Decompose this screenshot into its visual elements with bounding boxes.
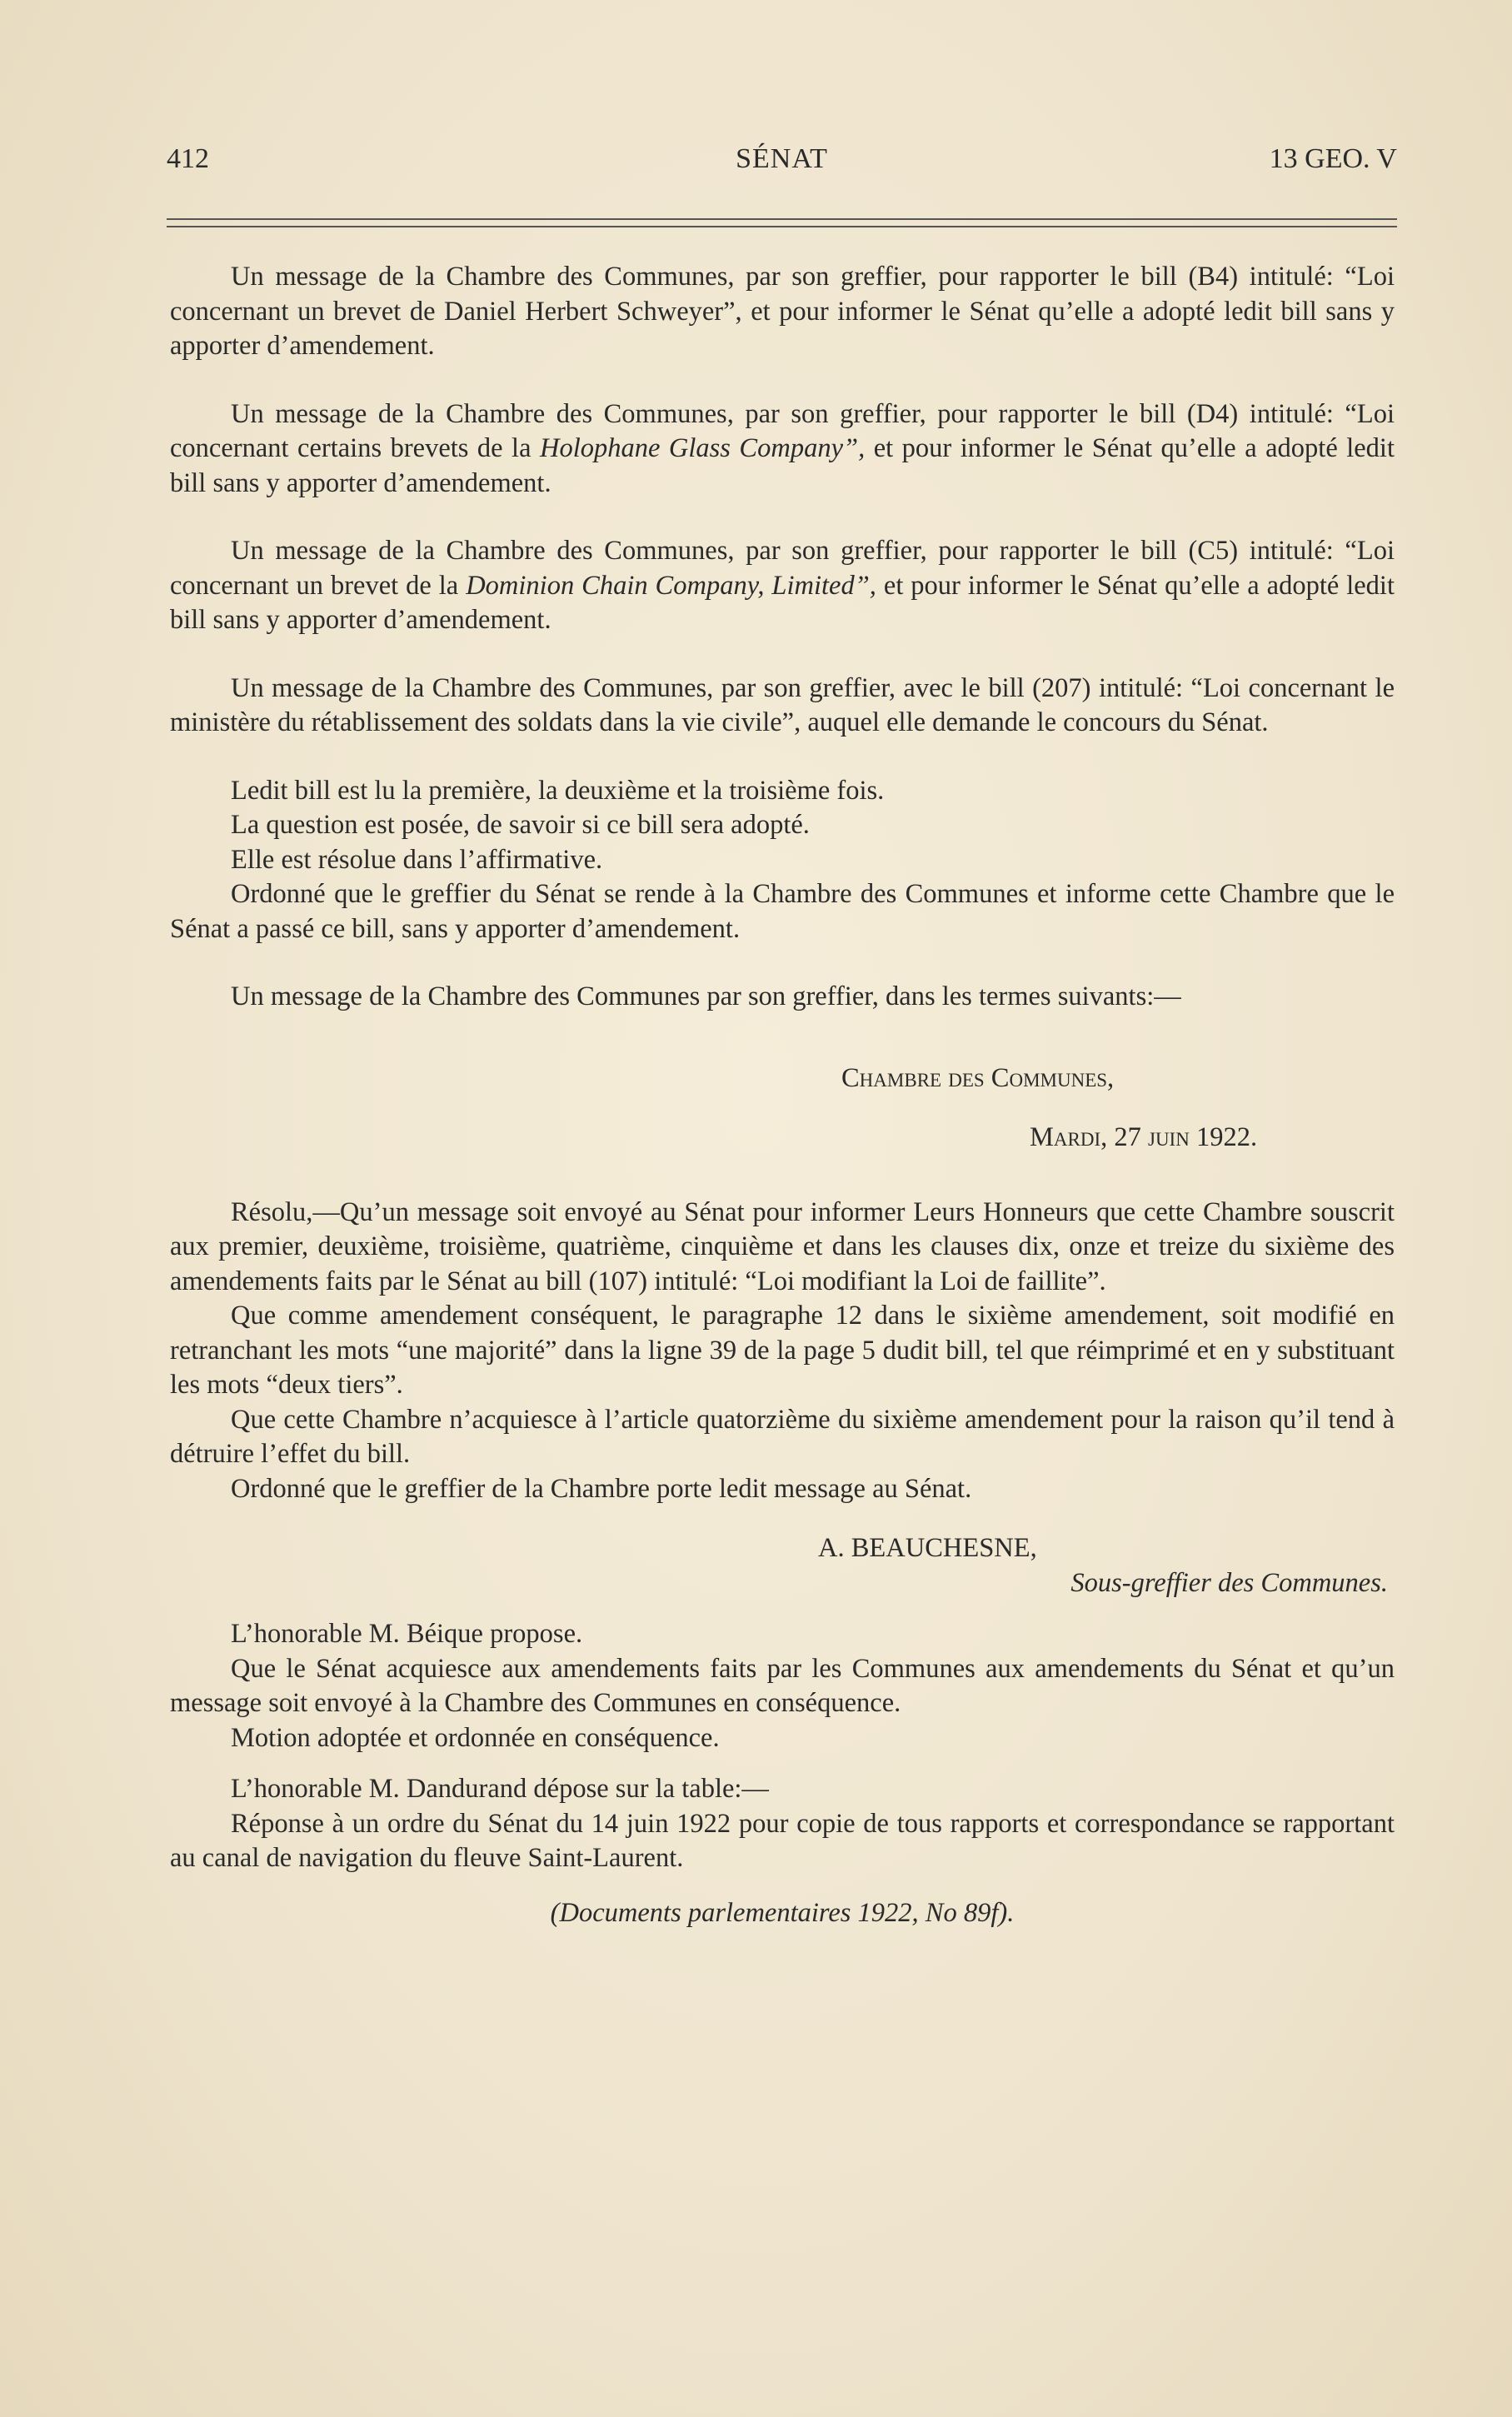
dateline-place: Chambre des Communes, <box>841 1062 1115 1093</box>
motion-paragraph: L’honorable M. Béique propose. <box>231 1619 583 1649</box>
motion-paragraph: Motion adoptée et ordonnée en conséquence. <box>231 1722 720 1753</box>
bill-order-line: Ordonné que le greffier du Sénat se rende à la Chambre des Communes et informe cette Chambre que le Sénat a passé ce bill, sans y apporter d’amendement. <box>170 879 1395 944</box>
tabled-document-paragraph: Réponse à un ordre du Sénat du 14 juin 1922 pour copie de tous rapports et correspondance se rapportant au canal de navigation du fleuve Saint-Laurent. <box>170 1808 1395 1873</box>
message-paragraph: Un message de la Chambre des Communes, par son greffier, pour rapporter le bill (C5) intitulé: “Loi concernant un brevet de la Dominion Chain Company, Limited”, et pour informer le Sénat qu’elle a adopté ledit bill sans y apporter d’amendement. <box>170 536 1395 635</box>
page-body <box>170 260 1395 1930</box>
motion-paragraph: Que le Sénat acquiesce aux amendements faits par les Communes aux amendements du Sénat et qu’un message soit envoyé à la Chambre des Communes en conséquence. <box>170 1653 1395 1718</box>
session-label: 13 GEO. V <box>1269 143 1397 174</box>
tabled-document-paragraph: L’honorable M. Dandurand dépose sur la table:— <box>231 1774 769 1804</box>
resolution-paragraph: Que comme amendement conséquent, le paragraphe 12 dans le sixième amendement, soit modifié en retranchant les mots “une majorité” dans la ligne 39 de la page 5 dudit bill, tel que réimprimé et en y substituant les mots “deux tiers”. <box>170 1301 1395 1400</box>
header-rule-top <box>167 218 1397 220</box>
message-intro: Un message de la Chambre des Communes par son greffier, dans les termes suivants:— <box>231 981 1181 1011</box>
message-paragraph: Un message de la Chambre des Communes, par son greffier, pour rapporter le bill (B4) intitulé: “Loi concernant un brevet de Daniel Herbert Schweyer”, et pour informer le Sénat qu’elle a adopté ledit bill sans y apporter d’amendement. <box>170 262 1395 361</box>
bill-resolution-line: Elle est résolue dans l’affirmative. <box>231 844 603 875</box>
resolution-paragraph: Que cette Chambre n’acquiesce à l’article quatorzième du sixième amendement pour la raison qu’il tend à détruire l’effet du bill. <box>170 1404 1395 1469</box>
page-title: SÉNAT <box>736 143 828 174</box>
dateline-date: Mardi, 27 juin 1922. <box>1030 1122 1258 1152</box>
page-number: 412 <box>167 143 209 174</box>
document-reference: (Documents parlementaires 1922, No 89f). <box>550 1897 1015 1928</box>
message-paragraph: Un message de la Chambre des Communes, par son greffier, avec le bill (207) intitulé: “Loi concernant le ministère du rétablissement des soldats dans la vie civile”, auquel elle demande le concours du Sénat. <box>170 672 1395 737</box>
message-paragraph: Un message de la Chambre des Communes, par son greffier, pour rapporter le bill (D4) intitulé: “Loi concernant certains brevets de la Holophane Glass Company”, et pour informer le Sénat qu’elle a adopté ledit bill sans y apporter d’amendement. <box>170 398 1395 498</box>
bill-reading-line: Ledit bill est lu la première, la deuxième et la troisième fois. <box>231 775 885 806</box>
bill-question-line: La question est posée, de savoir si ce bill sera adopté. <box>231 810 810 840</box>
resolution-paragraph: Résolu,—Qu’un message soit envoyé au Sénat pour informer Leurs Honneurs que cette Chambre souscrit aux premier, deuxième, troisième, quatrième, cinquième et dans les clauses dix, onze et treize du sixième des amendements faits par le Sénat au bill (107) intitulé: “Loi modifiant la Loi de faillite”. <box>170 1196 1395 1296</box>
page-header <box>167 143 1397 185</box>
signature-name: A. BEAUCHESNE, <box>818 1533 1037 1563</box>
signature-title: Sous-greffier des Communes. <box>1070 1567 1388 1598</box>
header-rule-bottom <box>167 226 1397 227</box>
resolution-paragraph: Ordonné que le greffier de la Chambre porte ledit message au Sénat. <box>231 1473 972 1504</box>
